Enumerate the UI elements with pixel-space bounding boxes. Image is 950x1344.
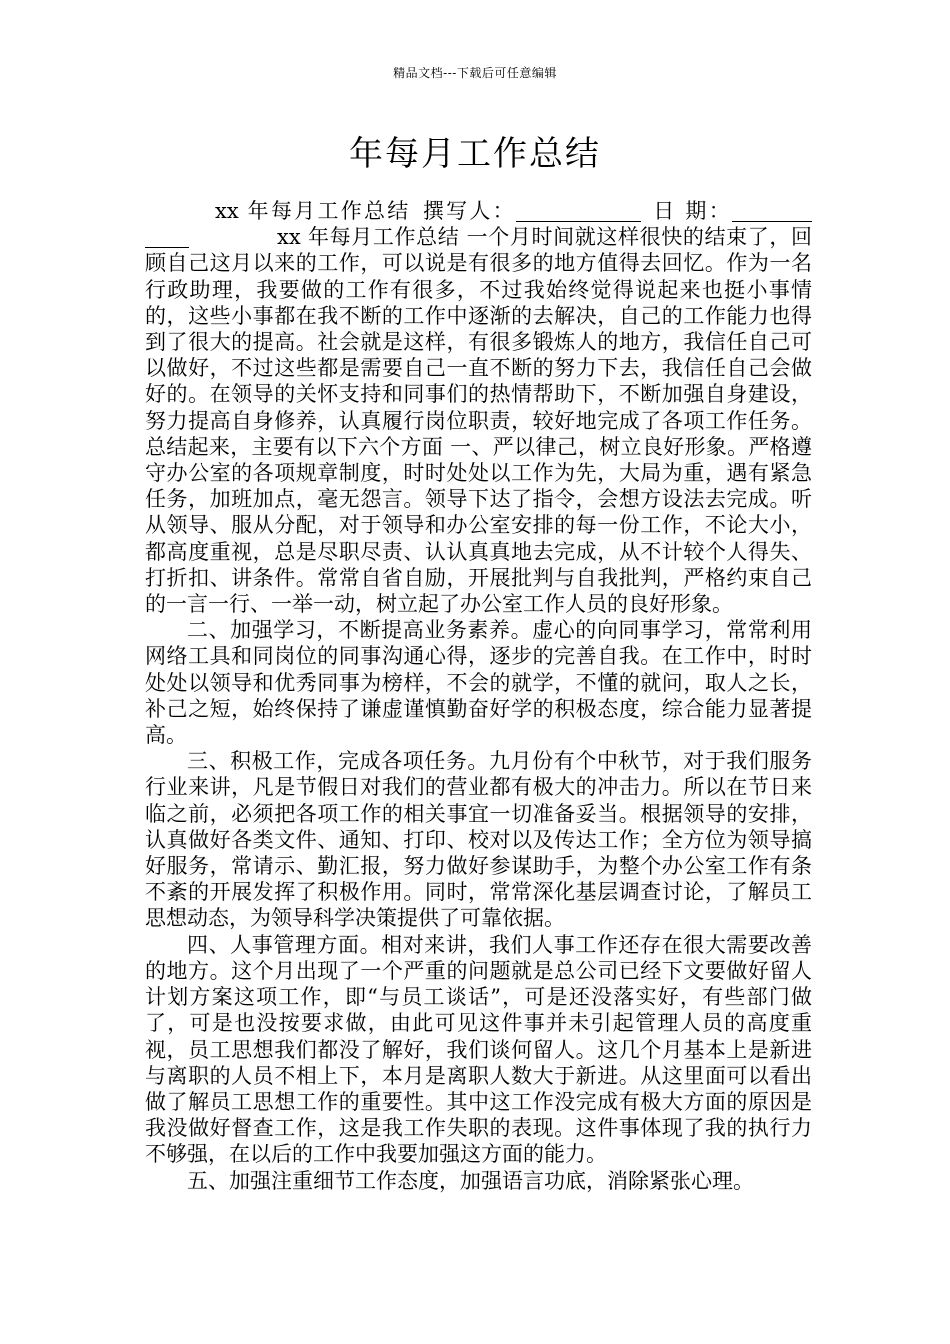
page-header-note: 精品文档---下载后可任意编辑 [393, 66, 557, 80]
author-blank [516, 201, 641, 222]
author-label: 撰写人： [420, 199, 516, 223]
document-body [145, 198, 812, 1194]
meta-prefix: xx 年每月工作总结 [215, 199, 411, 223]
paragraph-2: 二、加强学习，不断提高业务素养。虚心的向同事学习，常常利用网络工具和同岗位的同事沟通心得，逐步的完善自我。在工作中，时时处处以领导和优秀同事为榜样，不会的就学，不懂的就问，取人之长，补己之短，始终保持了谦虚谨慎勤奋好学的积极态度，综合能力显著提高。 [145, 618, 812, 748]
paragraph-3: 三、积极工作，完成各项任务。九月份有个中秋节，对于我们服务行业来讲，凡是节假日对我们的营业都有极大的冲击力。所以在节日来临之前，必须把各项工作的相关事宜一切准备妥当。根据领导的安排，认真做好各类文件、通知、打印、校对以及传达工作；全方位为领导搞好服务，常请示、勤汇报，努力做好参谋助手，为整个办公室工作有条不紊的开展发挥了积极作用。同时，常常深化基层调查讨论，了解员工思想动态，为领导科学决策提供了可靠依据。 [145, 749, 812, 931]
date-label: 日 期： [650, 199, 732, 223]
date-blank [732, 201, 812, 222]
paragraph-5: 五、加强注重细节工作态度，加强语言功底，消除紧张心理。 [187, 1168, 754, 1193]
paragraph-4: 四、人事管理方面。相对来讲，我们人事工作还存在很大需要改善的地方。这个月出现了一个严重的问题就是总公司已经下文要做好留人计划方案这项工作，即“与员工谈话”，可是还没落实好，有些部门做了，可是也没按要求做，由此可见这件事并未引起管理人员的高度重视，员工思想我们都没了解好，我们谈何留人。这几个月基本上是新进与离职的人员不相上下，本月是离职人数大于新进。从这里面可以看出做了解员工思想工作的重要性。其中这工作没完成有极大方面的原因是我没做好督查工作，这是我工作失职的表现。这件事体现了我的执行力不够强，在以后的工作中我要加强这方面的能力。 [145, 932, 812, 1167]
meta-line [145, 198, 812, 617]
date-blank-continued [145, 227, 189, 248]
document-title: 年每月工作总结 [349, 134, 601, 174]
paragraph-1: xx 年每月工作总结 一个月时间就这样很快的结束了，回顾自己这月以来的工作，可以说是有很多的地方值得去回忆。作为一名行政助理，我要做的工作有很多，不过我始终觉得说起来也挺小事情的，这些小事都在我不断的工作中逐渐的去解决，自己的工作能力也得到了很大的提高。社会就是这样，有很多锻炼人的地方，我信任自己可以做好，不过这些都是需要自己一直不断的努力下去，我信任自己会做好的。在领导的关怀支持和同事们的热情帮助下，不断加强自身建设，努力提高自身修养，认真履行岗位职责，较好地完成了各项工作任务。总结起来，主要有以下六个方面 一、严以律己，树立良好形象。严格遵守办公室的各项规章制度，时时处处以工作为先，大局为重，遇有紧急任务，加班加点，毫无怨言。领导下达了指令，会想方设法去完成。听从领导、服从分配，对于领导和办公室安排的每一份工作，不论大小，都高度重视，总是尽职尽责、认认真真地去完成，从不计较个人得失、打折扣、讲条件。常常自省自励，开展批判与自我批判，严格约束自己的一言一行、一举一动，树立起了办公室工作人员的良好形象。 [145, 225, 812, 617]
